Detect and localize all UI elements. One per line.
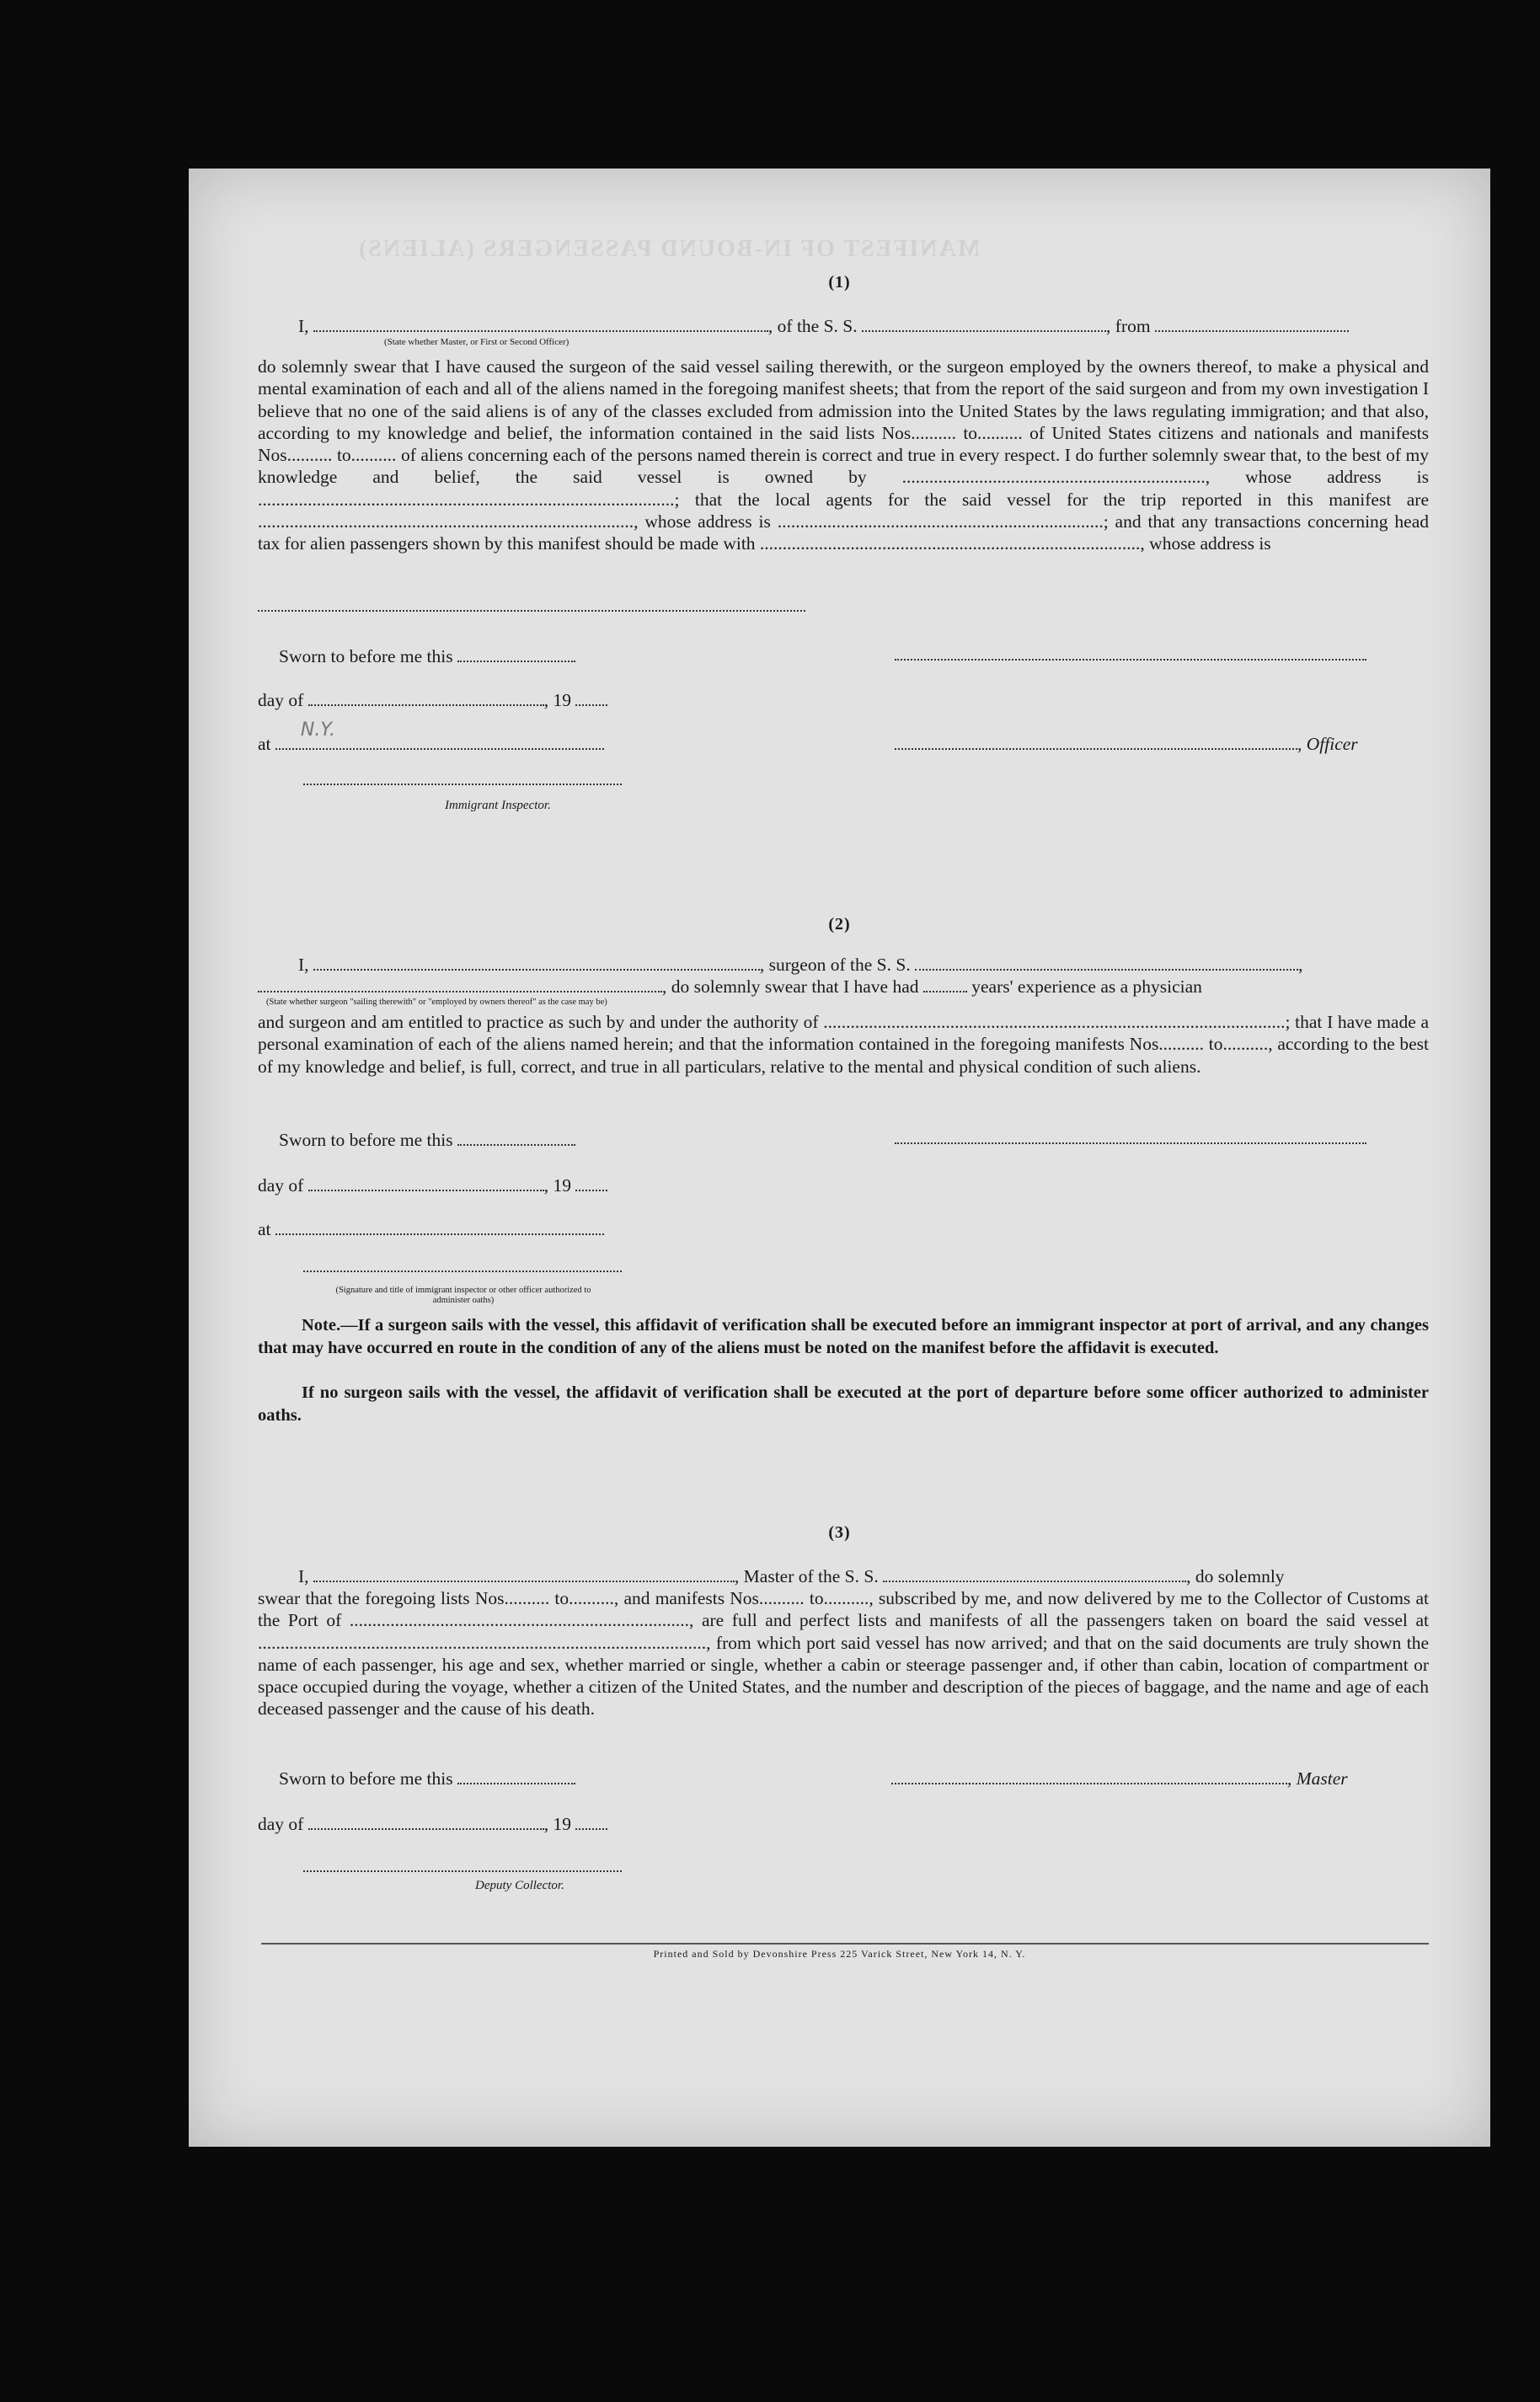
month-field[interactable]	[308, 1178, 544, 1191]
surgeon-signature-line[interactable]	[895, 1142, 1366, 1144]
note-paragraph-1: Note.—If a surgeon sails with the vessel, this affidavit of verification shall be executed before an immigrant inspector at port of arrival, and any changes that may have occurred en route in the condition of any of the aliens must be noted on the manifest before the affidavit is executed.	[258, 1316, 1429, 1357]
sworn-label: Sworn to before me this	[279, 1130, 453, 1150]
surgeon-status-field[interactable]	[258, 979, 662, 992]
master-signature-line	[891, 1768, 1348, 1789]
section-2-line-2	[258, 976, 1202, 998]
section-3-line-1	[298, 1565, 1285, 1587]
year-label: , 19	[543, 1175, 571, 1196]
swear-experience-label: , do solemnly swear that I have had	[662, 976, 919, 997]
officer-signature-field[interactable]	[895, 736, 1297, 750]
section-1-caption: (State whether Master, or First or Second Officer)	[384, 337, 569, 347]
section-1-line-1	[298, 315, 1349, 337]
month-field[interactable]	[308, 693, 544, 706]
section-3-i: I,	[298, 1566, 309, 1586]
at-place-field[interactable]	[275, 720, 604, 750]
section-2-paragraph: and surgeon and am entitled to practice as such by and under the authority of ......................................................................................................; that I have made a personal examination of each of the aliens named herein; and that the information contained in the foregoing manifests Nos.......... to.........., according to the best of my knowledge and belief, is full, correct, and true in all particulars, relative to the mental and physical condition of such aliens.	[258, 1012, 1429, 1077]
section-2-at	[258, 1218, 604, 1240]
inspector-signature-line[interactable]	[303, 784, 622, 785]
inspector-caption: Immigrant Inspector.	[445, 799, 551, 812]
section-1-at	[258, 720, 604, 755]
at-label: at	[258, 734, 271, 754]
at-place-handwriting: N.Y.	[300, 720, 335, 741]
master-label: , Master	[1287, 1768, 1348, 1789]
section-1-from: , from	[1106, 316, 1151, 336]
document-page	[189, 169, 1490, 2147]
section-2-i: I,	[298, 955, 309, 975]
section-1-of-ss: , of the S. S.	[767, 316, 858, 336]
master-signature-field[interactable]	[891, 1771, 1287, 1784]
year-field[interactable]	[575, 1178, 607, 1191]
sworn-day-field[interactable]	[457, 649, 575, 662]
printer-imprint: Printed and Sold by Devonshire Press 225 Varick Street, New York 14, N. Y.	[653, 1948, 1026, 1960]
section-2-caption: (State whether surgeon "sailing therewith" or "employed by owners thereof" as the case may be)	[266, 998, 607, 1007]
year-field[interactable]	[575, 1816, 607, 1830]
section-1-i: I,	[298, 316, 309, 336]
master-signature-line[interactable]	[895, 659, 1366, 661]
section-3-paragraph: swear that the foregoing lists Nos.......... to.........., and manifests Nos.......... to.........., subscribed by me, and now delivered by me to the Collector of Customs at the Port of ..........................................................................., are full and perfect lists and manifests of all the passengers taken on board the said vessel at ..................................................................................................., from which port said vessel has now arrived; and that on the said documents are truly shown the name of each passenger, his age and sex, whether married or single, whether a cabin or steerage passenger and, if other than cabin, location of compartment or space occupied during the voyage, whether a citizen of the United States, and the number and description of the pieces of baggage, and the name and age of each deceased passenger and the cause of his death.	[258, 1588, 1429, 1720]
at-label: at	[258, 1219, 271, 1239]
section-2-day-of	[258, 1174, 607, 1196]
do-solemnly-label: , do solemnly	[1186, 1566, 1285, 1586]
day-of-label: day of	[258, 1175, 304, 1196]
section-1-day-of	[258, 689, 607, 711]
from-port-field[interactable]	[1155, 318, 1349, 332]
section-2-sworn	[279, 1129, 575, 1151]
years-field[interactable]	[923, 979, 967, 992]
officer-label: , Officer	[1297, 734, 1358, 754]
day-of-label: day of	[258, 690, 304, 710]
vessel-name-field[interactable]	[862, 318, 1106, 332]
section-1-sworn	[279, 645, 575, 667]
surgeon-vessel-field[interactable]	[915, 957, 1298, 971]
section-3-number: (3)	[828, 1523, 851, 1542]
year-label: , 19	[543, 1814, 571, 1834]
master-name-field[interactable]	[313, 1569, 735, 1582]
master-name-field[interactable]	[313, 318, 768, 332]
signature-caption: (Signature and title of immigrant inspector or other officer authorized to administer oaths)	[335, 1286, 591, 1305]
year-field[interactable]	[575, 693, 607, 706]
surgeon-name-field[interactable]	[313, 957, 760, 971]
section-2-surgeon-label: , surgeon of the S. S.	[759, 955, 911, 975]
month-field[interactable]	[308, 1816, 544, 1830]
officer-line	[895, 733, 1358, 755]
section-2-line-1: I, , surgeon of the S. S. ,	[298, 955, 1303, 975]
section-1-paragraph: do solemnly swear that I have caused the surgeon of the said vessel sailing therewith, or the surgeon employed by the owners thereof, to make a physical and mental examination of each and all of the aliens named in the foregoing manifest sheets; that from the report of the said surgeon and from my own investigation I believe that no one of the said aliens is of any of the classes excluded from admission into the United States by the laws regulating immigration; and that also, according to my knowledge and belief, the information contained in the said lists Nos.......... to.......... of United States citizens and nationals and manifests Nos.......... to.......... of aliens concerning each of the persons named therein is correct and true in every respect. I do further solemnly swear that, to the best of my knowledge and belief, the said vessel is owned by ..................................................................., whose address is ............................................................................................; that the local agents for the said vessel for the trip reported in this manifest are ..................................................................................., whose address is ........................................................................; and that any transactions concerning head tax for alien passengers shown by this manifest should be made with ...................................................................................., whose address is	[258, 356, 1429, 554]
section-3-sworn	[279, 1768, 575, 1789]
year-label: , 19	[543, 690, 571, 710]
section-2-number: (2)	[828, 915, 851, 934]
section-1-number: (1)	[828, 273, 851, 292]
footer-rule	[261, 1943, 1429, 1945]
years-experience-label: years' experience as a physician	[971, 976, 1202, 997]
master-of-ss-label: , Master of the S. S.	[734, 1566, 879, 1586]
sworn-label: Sworn to before me this	[279, 1768, 453, 1789]
day-of-label: day of	[258, 1814, 304, 1834]
inspector-signature-line[interactable]	[303, 1271, 622, 1272]
at-place-field[interactable]	[275, 1222, 604, 1235]
bleed-through-title: MANIFEST OF IN-BOUND PASSENGERS (ALIENS)	[357, 236, 981, 262]
vessel-name-field[interactable]	[883, 1569, 1186, 1582]
sworn-label: Sworn to before me this	[279, 646, 453, 666]
collector-caption: Deputy Collector.	[475, 1879, 564, 1892]
section-1-paragraph-end-line[interactable]	[258, 610, 805, 612]
section-3-day-of	[258, 1813, 607, 1835]
sworn-day-field[interactable]	[457, 1771, 575, 1784]
sworn-day-field[interactable]	[457, 1132, 575, 1146]
collector-signature-line[interactable]	[303, 1870, 622, 1872]
note-paragraph-2: If no surgeon sails with the vessel, the affidavit of verification shall be executed at the port of departure before some officer authorized to administer oaths.	[258, 1383, 1429, 1425]
